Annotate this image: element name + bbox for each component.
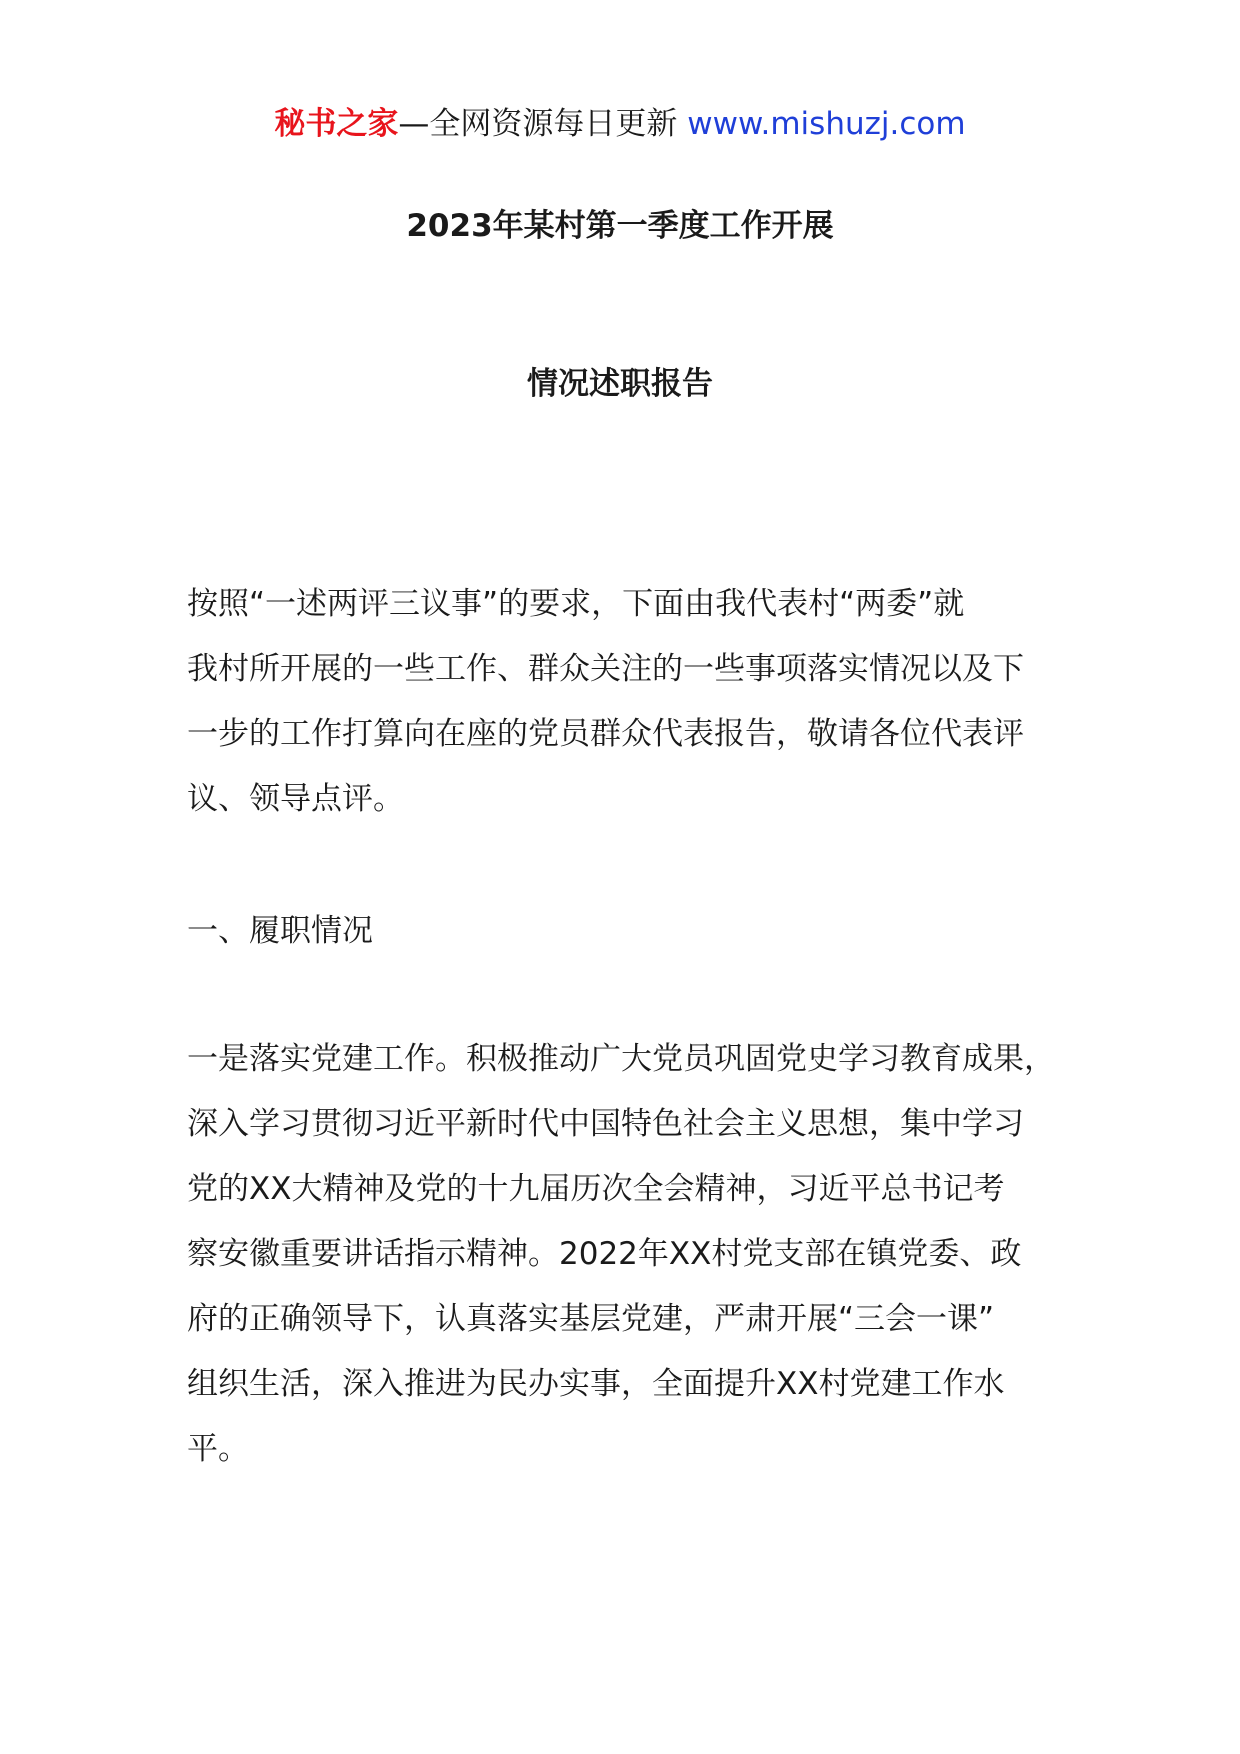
- section-line: 府的正确领导下，认真落实基层党建，严肃开展“三会一课”: [187, 1301, 995, 1337]
- section-line: 平。: [187, 1431, 249, 1467]
- intro-line: 我村所开展的一些工作、群众关注的一些事项落实情况以及下: [187, 651, 1024, 687]
- site-header: [0, 98, 1240, 150]
- intro-line: 按照“一述两评三议事”的要求，下面由我代表村“两委”就: [187, 586, 965, 622]
- intro-paragraph: [187, 572, 1087, 832]
- section-paragraph: [187, 1027, 1087, 1482]
- section-line: 组织生活，深入推进为民办实事，全面提升XX村党建工作水: [187, 1366, 1005, 1402]
- header-tagline: —全网资源每日更新: [398, 106, 688, 142]
- document-title-line-1: 2023年某村第一季度工作开展: [406, 208, 834, 244]
- section-heading: 一、履职情况: [187, 913, 373, 949]
- intro-line: 议、领导点评。: [187, 781, 404, 817]
- section-line: 党的XX大精神及党的十九届历次全会精神，习近平总书记考: [187, 1171, 1005, 1207]
- document-title-line-2: 情况述职报告: [527, 366, 713, 402]
- section-line: 察安徽重要讲话指示精神。2022年XX村党支部在镇党委、政: [187, 1236, 1022, 1272]
- intro-line: 一步的工作打算向在座的党员群众代表报告，敬请各位代表评: [187, 716, 1024, 752]
- section-line: 深入学习贯彻习近平新时代中国特色社会主义思想，集中学习: [187, 1106, 1024, 1142]
- section-line: 一是落实党建工作。积极推动广大党员巩固党史学习教育成果，: [187, 1041, 1055, 1077]
- brand-name: 秘书之家: [274, 106, 399, 142]
- site-url-link[interactable]: www.mishuzj.com: [687, 106, 966, 142]
